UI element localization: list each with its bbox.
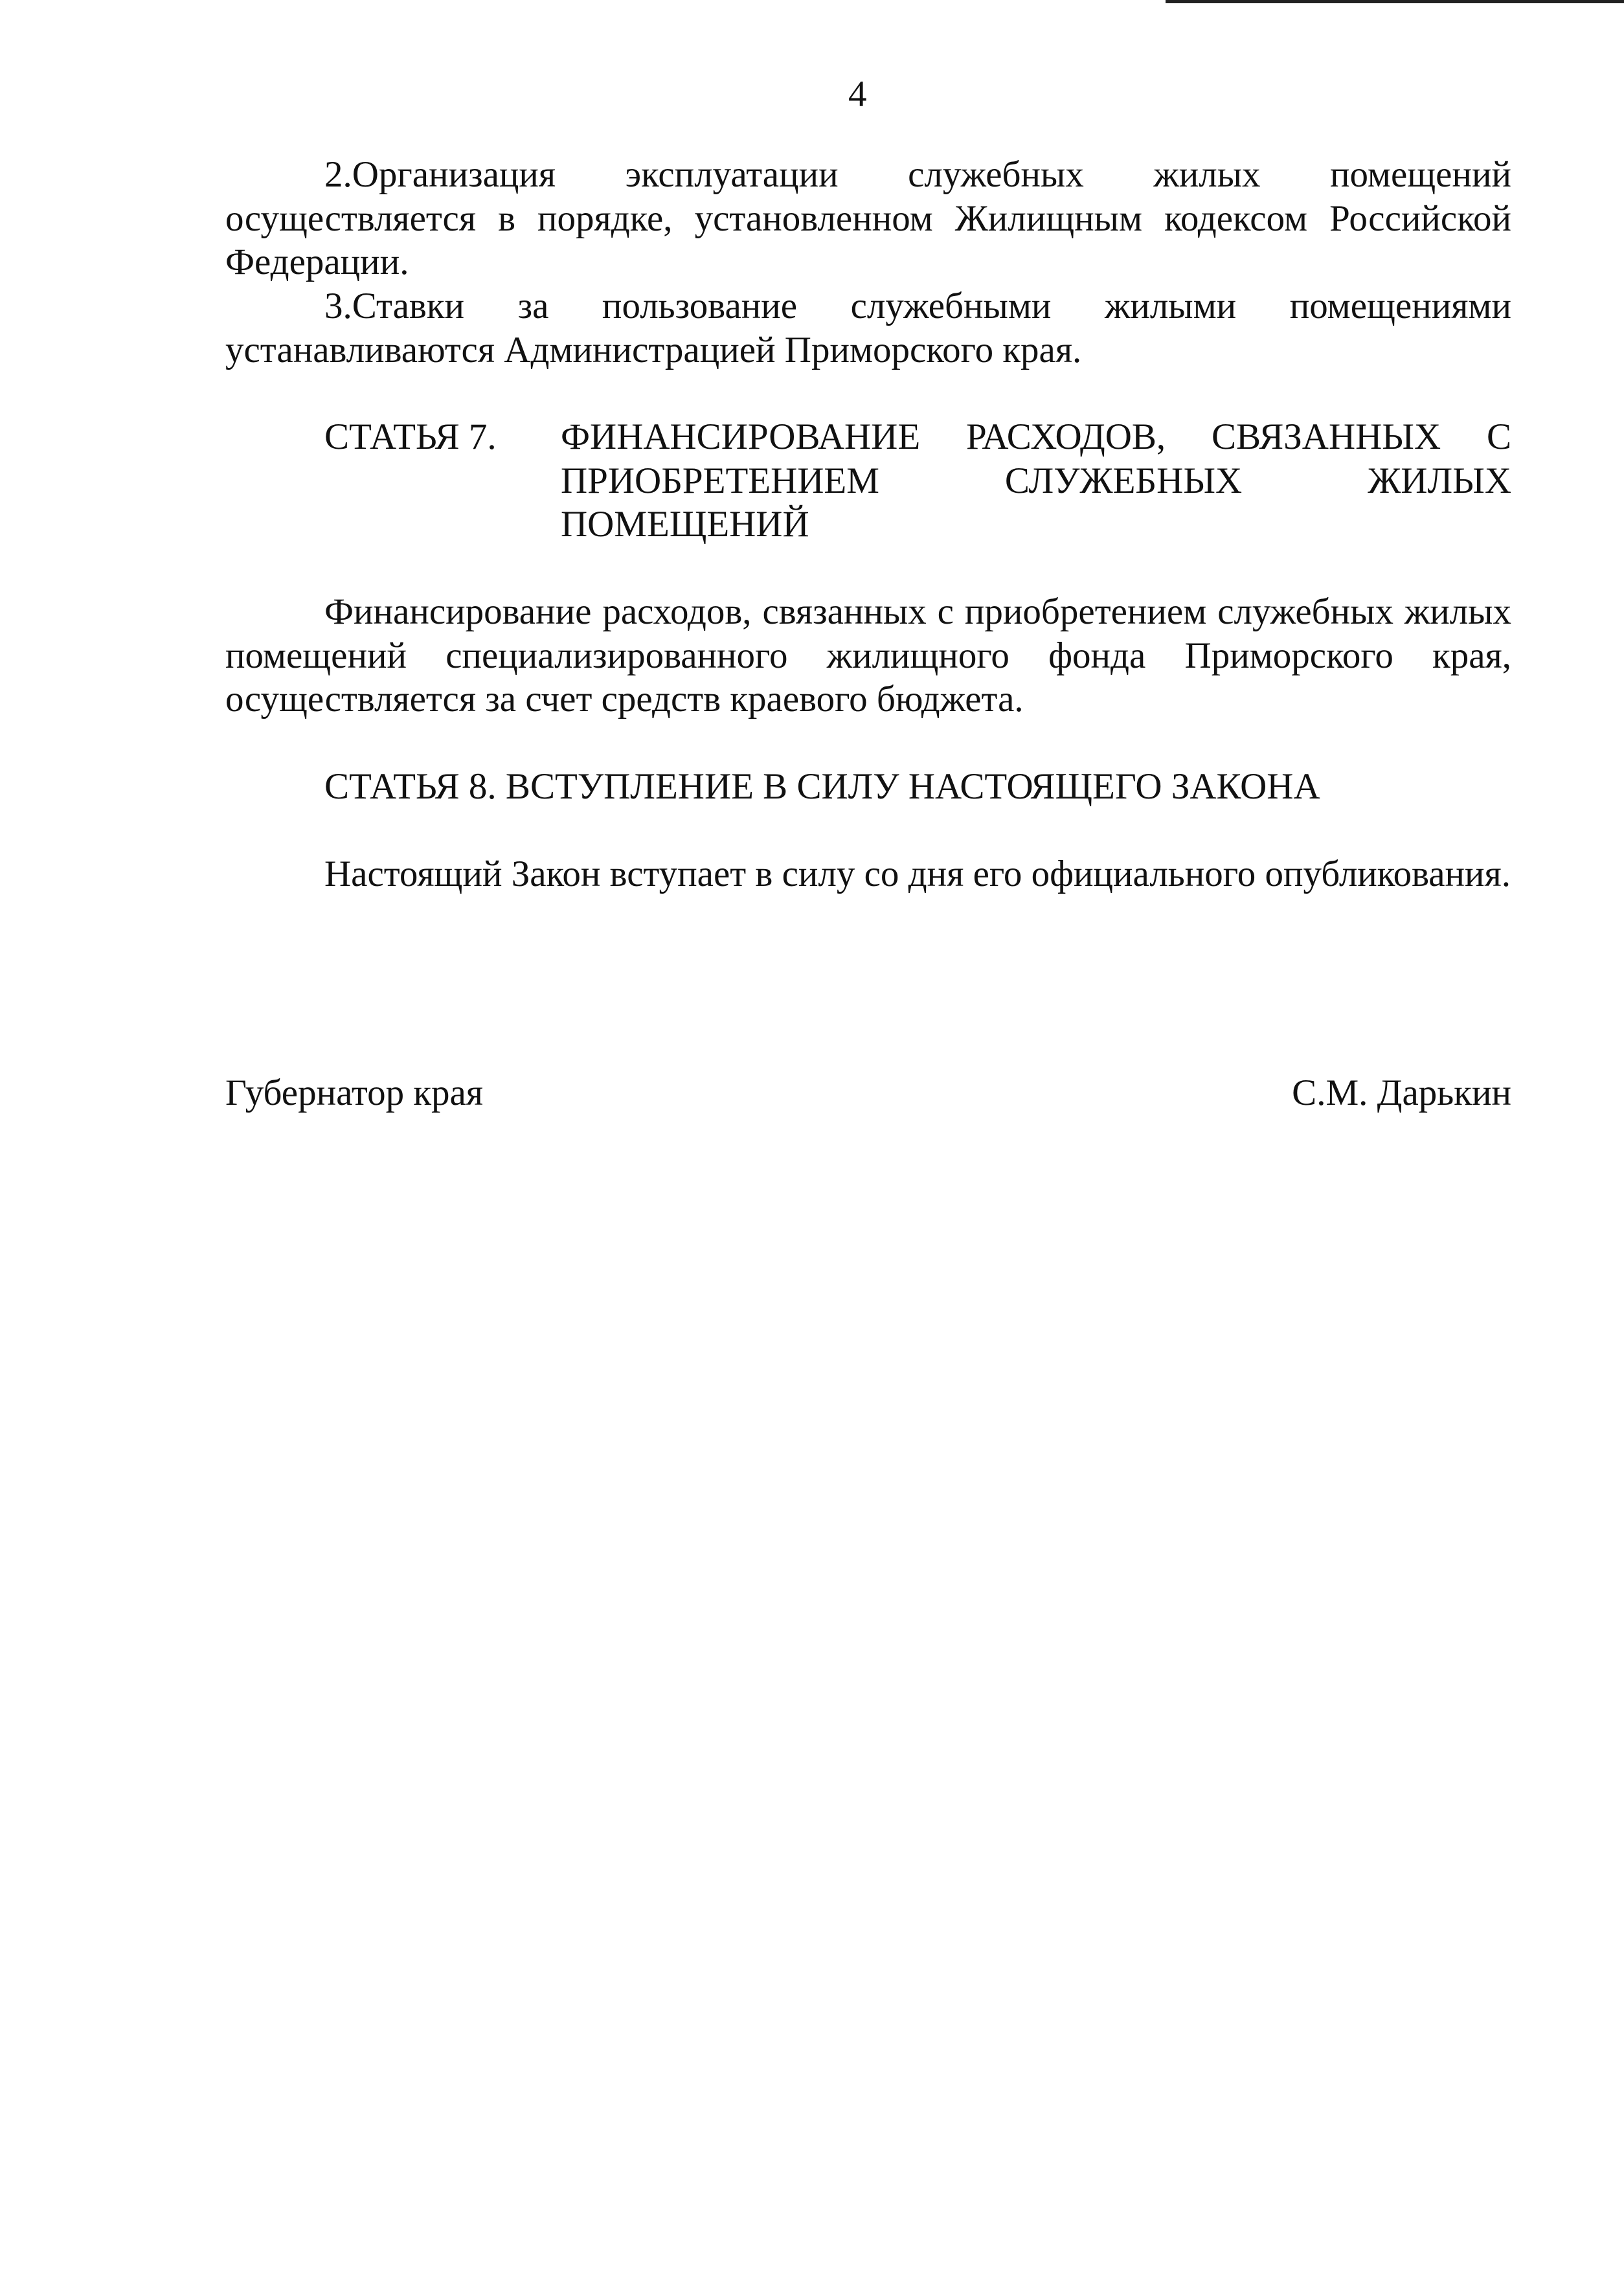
signature-name: С.М. Дарькин xyxy=(1292,1072,1511,1113)
paragraph-2 xyxy=(225,153,1511,284)
article-7-title: ФИНАНСИРОВАНИЕ РАСХОДОВ, СВЯЗАННЫХ С ПРИОБРЕТЕНИЕМ СЛУЖЕБНЫХ ЖИЛЫХ ПОМЕЩЕНИЙ xyxy=(561,416,1511,545)
article-7-text: Финансирование расходов, связанных с приобретением служебных жилых помещений специализированного жилищного фонда Приморского края, осуществляется за счет средств краевого бюджета. xyxy=(225,591,1511,719)
paragraph-2-text: 2.Организация эксплуатации служебных жилых помещений осуществляется в порядке, установленном Жилищным кодексом Российской Федерации. xyxy=(225,154,1511,282)
article-8-text: Настоящий Закон вступает в силу со дня его официального опубликования. xyxy=(324,854,1511,894)
article-8-heading: СТАТЬЯ 8. ВСТУПЛЕНИЕ В СИЛУ НАСТОЯЩЕГО ЗАКОНА xyxy=(324,766,1320,807)
paragraph-3-text: 3.Ставки за пользование служебными жилыми помещениями устанавливаются Администрацией Приморского края. xyxy=(225,286,1511,370)
signature-position: Губернатор края xyxy=(225,1072,484,1113)
article-8-body xyxy=(225,852,1511,896)
scan-edge-line xyxy=(1166,0,1624,3)
page-number: 4 xyxy=(848,74,867,115)
paragraph-3 xyxy=(225,284,1511,372)
article-7-label: СТАТЬЯ 7. xyxy=(324,416,497,457)
article-7-body xyxy=(225,590,1511,721)
